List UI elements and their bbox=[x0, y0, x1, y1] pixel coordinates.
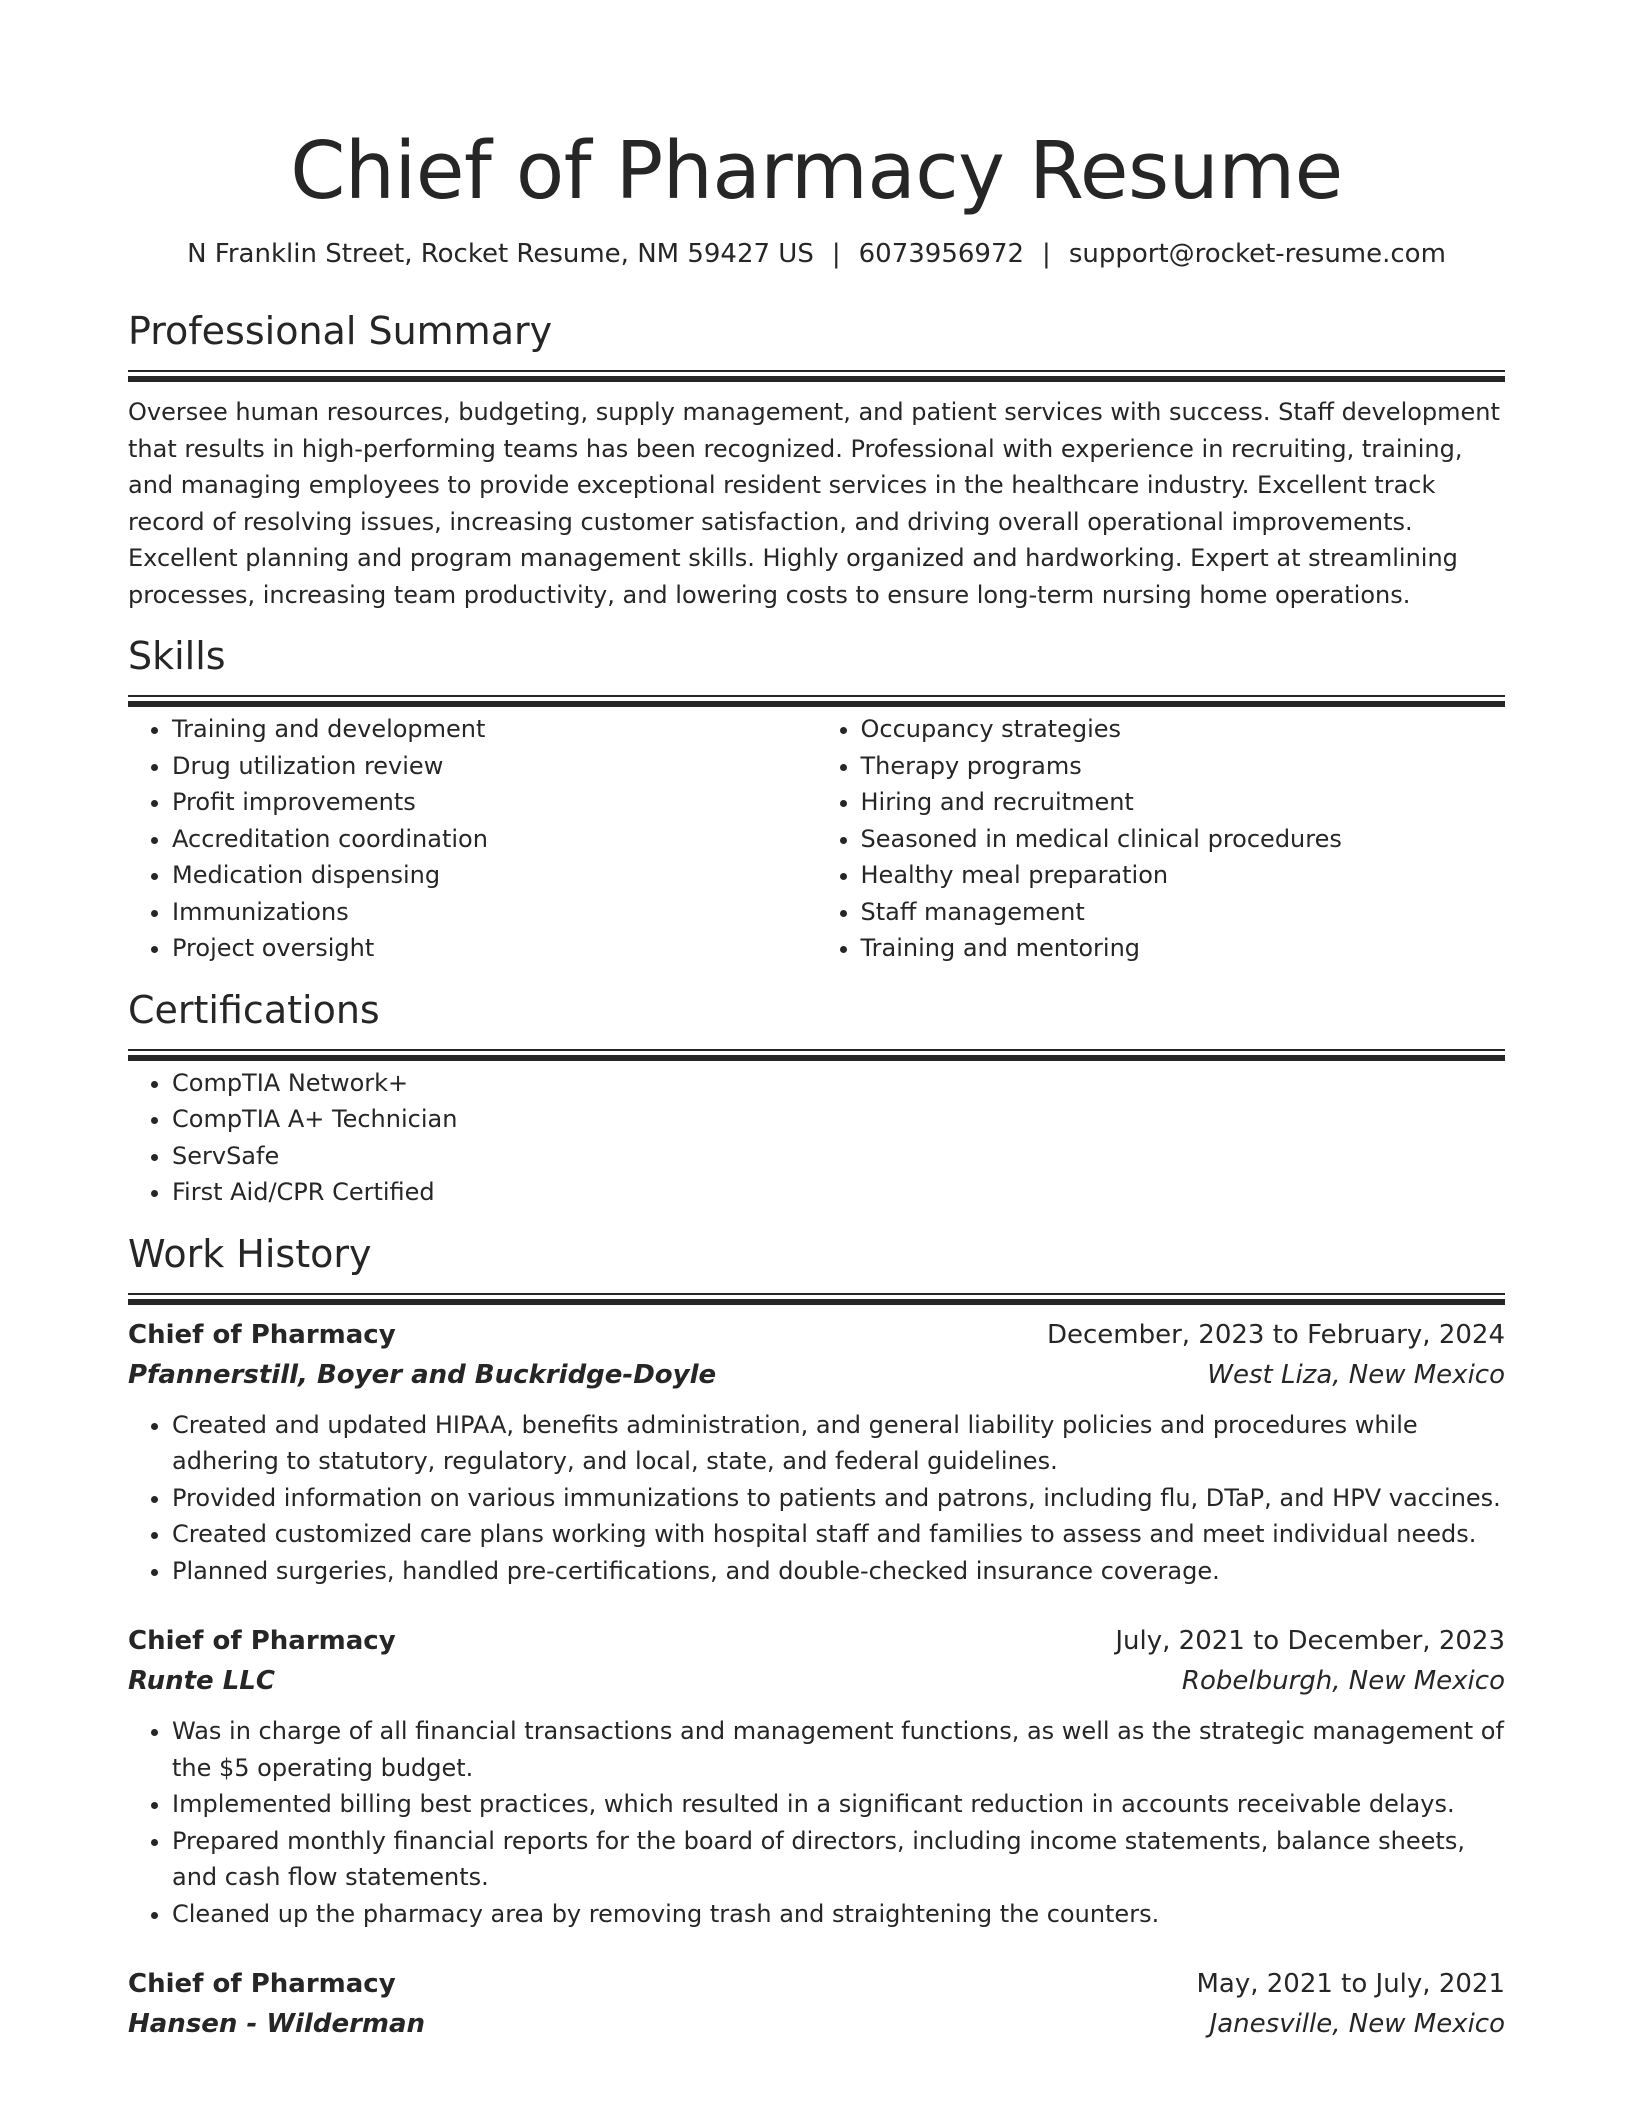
job-title: Chief of Pharmacy bbox=[128, 1626, 396, 1656]
section-rule bbox=[128, 370, 1505, 372]
skill-item: • Healthy meal preparation bbox=[861, 857, 1506, 894]
skills-list-left bbox=[128, 711, 817, 967]
job-bullet: • Prepared monthly financial reports for the board of directors, including income statements, balance sheets, and cash flow statements. bbox=[172, 1823, 1505, 1896]
job-bullet: • Provided information on various immunizations to patients and patrons, including flu, DTaP, and HPV vaccines. bbox=[172, 1480, 1505, 1517]
job-bullet: • Created and updated HIPAA, benefits administration, and general liability policies and procedures while adhering to statutory, regulatory, and local, state, and federal guidelines. bbox=[172, 1407, 1505, 1480]
job-bullet: • Planned surgeries, handled pre-certifications, and double-checked insurance coverage. bbox=[172, 1553, 1505, 1590]
section-rule bbox=[128, 695, 1505, 697]
certifications-list bbox=[128, 1065, 1505, 1211]
job-dates: May, 2021 to July, 2021 bbox=[1196, 1969, 1505, 1999]
job-bullet: • Cleaned up the pharmacy area by removing trash and straightening the counters. bbox=[172, 1896, 1505, 1933]
certification-item: • ServSafe bbox=[172, 1138, 1505, 1175]
summary-section bbox=[128, 306, 1505, 613]
job-location: West Liza, New Mexico bbox=[1207, 1359, 1505, 1390]
job-company: Runte LLC bbox=[128, 1666, 275, 1696]
skill-item: • Therapy programs bbox=[861, 748, 1506, 785]
certification-item: • CompTIA A+ Technician bbox=[172, 1101, 1505, 1138]
contact-email: support@rocket-resume.com bbox=[1068, 239, 1446, 269]
job-subheader bbox=[128, 1661, 1505, 1701]
skill-item: • Staff management bbox=[861, 894, 1506, 931]
skill-item: • Accreditation coordination bbox=[172, 821, 817, 858]
section-heading-skills: Skills bbox=[128, 634, 226, 678]
job-dates: December, 2023 to February, 2024 bbox=[1046, 1319, 1505, 1350]
skill-item: • Hiring and recruitment bbox=[861, 784, 1506, 821]
job-dates: July, 2021 to December, 2023 bbox=[1115, 1626, 1505, 1656]
job-bullet: • Created customized care plans working with hospital staff and families to assess and meet individual needs. bbox=[172, 1516, 1505, 1553]
job-entry bbox=[128, 1621, 1505, 1932]
summary-text: Oversee human resources, budgeting, supply management, and patient services with success. Staff development that results in high-performing teams has been recognized. Professional with experience in recruiting, training, and managing employees to provide exceptional resident services in the healthcare industry. Excellent track record of resolving issues, increasing customer satisfaction, and driving overall operational improvements. Excellent planning and program management skills. Highly organized and hardworking. Expert at streamlining processes, increasing team productivity, and lowering costs to ensure long-term nursing home operations. bbox=[128, 398, 1500, 609]
skill-item: • Occupancy strategies bbox=[861, 711, 1506, 748]
job-entry bbox=[128, 1315, 1505, 1590]
page-title: Chief of Pharmacy Resume bbox=[290, 125, 1343, 217]
work-history-section bbox=[128, 1229, 1505, 2045]
skill-item: • Training and development bbox=[172, 711, 817, 748]
certification-item: • CompTIA Network+ bbox=[172, 1065, 1505, 1102]
contact-address: N Franklin Street, Rocket Resume, NM 59427 US bbox=[187, 239, 814, 269]
job-header bbox=[128, 1621, 1505, 1661]
job-entry bbox=[128, 1964, 1505, 2044]
job-bullets bbox=[128, 1713, 1505, 1932]
skill-item: • Immunizations bbox=[172, 894, 817, 931]
job-company: Hansen - Wilderman bbox=[128, 2009, 426, 2039]
job-company: Pfannerstill, Boyer and Buckridge-Doyle bbox=[128, 1359, 717, 1390]
job-bullet: • Was in charge of all financial transactions and management functions, as well as the strategic management of the $5 operating budget. bbox=[172, 1713, 1505, 1786]
contact-separator: | bbox=[831, 239, 841, 269]
contact-separator: | bbox=[1042, 239, 1051, 269]
job-location: Janesville, New Mexico bbox=[1209, 2009, 1505, 2039]
section-heading-work-history: Work History bbox=[128, 1231, 372, 1276]
job-location: Robelburgh, New Mexico bbox=[1181, 1666, 1505, 1696]
job-subheader bbox=[128, 2004, 1505, 2044]
job-header bbox=[128, 1964, 1505, 2004]
job-subheader bbox=[128, 1355, 1505, 1395]
job-bullets bbox=[128, 1407, 1505, 1590]
section-rule bbox=[128, 1293, 1505, 1295]
contact-line bbox=[128, 235, 1505, 273]
section-rule bbox=[128, 1049, 1505, 1051]
skill-item: • Medication dispensing bbox=[172, 857, 817, 894]
section-heading-certifications: Certifications bbox=[128, 987, 380, 1032]
job-title: Chief of Pharmacy bbox=[128, 1319, 396, 1350]
contact-phone: 6073956972 bbox=[858, 239, 1025, 269]
job-bullet: • Implemented billing best practices, which resulted in a significant reduction in accounts receivable delays. bbox=[172, 1786, 1505, 1823]
skills-columns bbox=[128, 711, 1505, 967]
skills-section bbox=[128, 631, 1505, 967]
certifications-section bbox=[128, 985, 1505, 1211]
job-title: Chief of Pharmacy bbox=[128, 1969, 396, 1999]
section-heading-summary: Professional Summary bbox=[128, 309, 553, 353]
skill-item: • Training and mentoring bbox=[861, 930, 1506, 967]
certification-item: • First Aid/CPR Certified bbox=[172, 1174, 1505, 1211]
skills-list-right bbox=[817, 711, 1506, 967]
job-header bbox=[128, 1315, 1505, 1355]
skill-item: • Drug utilization review bbox=[172, 748, 817, 785]
skill-item: • Project oversight bbox=[172, 930, 817, 967]
skill-item: • Seasoned in medical clinical procedures bbox=[861, 821, 1506, 858]
skill-item: • Profit improvements bbox=[172, 784, 817, 821]
resume-page bbox=[128, 0, 1505, 2044]
